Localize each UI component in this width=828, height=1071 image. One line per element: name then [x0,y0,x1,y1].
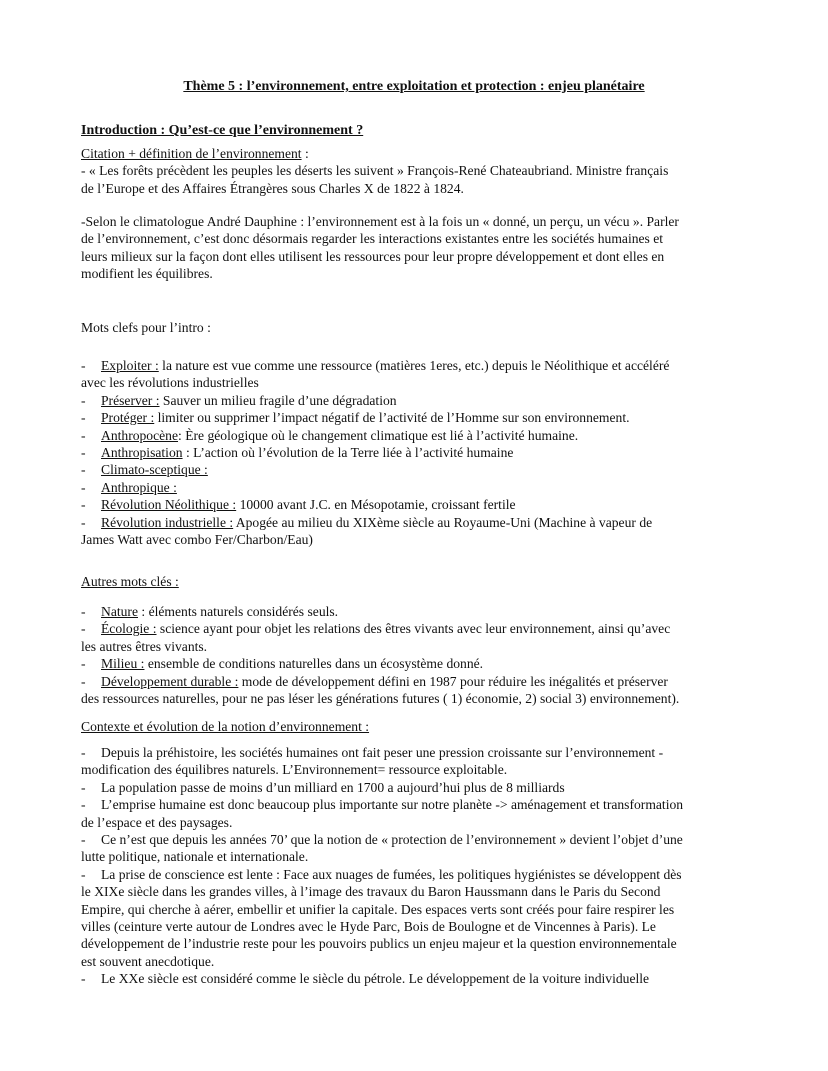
term: Milieu : [101,656,145,672]
definition-continuation: les autres êtres vivants. [81,638,208,654]
bullet-dash: - [81,797,86,813]
citation-block: Citation + définition de l’environnement : - « Les forêts précèdent les peuples les déserts les suivent » François-René Chateaubriand. Ministre français de l’Europe et des Affaires Étrangères sous Charles X de 1822 à 1824. [81,145,753,197]
dauphine-paragraph: -Selon le climatologue André Dauphine : l’environnement est à la fois un « donné, un perçu, un vécu ». Parler de l’environnement, c’est donc désormais regarder les interactions existantes entre les sociétés humaines et leurs milieux sur la façon dont elles utilisent les ressources pour leur propre développement et dont elles en modifient les équilibres. [81,214,679,282]
bullet-dash: - [81,745,86,760]
definition: science ayant pour objet les relations des êtres vivants avec leur environnement, ainsi qu’avec [156,621,671,637]
context-item: - La population passe de moins d’un milliard en 1700 a aujourd’hui plus de 8 milliards [81,779,565,795]
list-item [81,392,753,409]
context-item: - L’emprise humaine est donc beaucoup plus importante sur notre planète -> aménagement et transformation [81,797,684,813]
bullet-dash: - [81,971,86,987]
bullet-dash: - [81,656,86,672]
citation-line: de l’Europe et des Affaires Étrangères sous Charles X de 1822 à 1824. [81,180,464,196]
bullet-dash: - [81,673,86,689]
term: Anthropique : [101,479,177,495]
definition: : Ère géologique où le changement climatique est lié à l’activité humaine. [178,427,579,443]
bullet-dash: - [81,514,86,530]
page-title: Thème 5 : l’environnement, entre exploitation et protection : enjeu planétaire [183,79,645,94]
definition: : éléments naturels considérés seuls. [138,604,339,619]
bullet-dash: - [81,462,86,478]
term: Révolution industrielle : [101,514,234,530]
definition: ensemble de conditions naturelles dans un écosystème donné. [144,656,484,672]
definition: 10000 avant J.C. en Mésopotamie, croissant fertile [236,497,516,513]
other-keywords-list [81,603,753,707]
term: Révolution Néolithique : [101,497,237,513]
list-item [81,479,753,496]
definition: Apogée au milieu du XIXème siècle au Royaume-Uni (Machine à vapeur de [233,514,653,530]
bullet-dash: - [81,604,86,619]
list-item [81,620,753,637]
list-item [81,673,753,690]
bullet-dash: - [81,832,86,848]
context-item: - Ce n’est que depuis les années 70’ que la notion de « protection de l’environnement » devient l’objet d’une [81,832,683,848]
definition: : L’action où l’évolution de la Terre liée à l’activité humaine [182,445,514,461]
list-item [81,496,753,513]
context-item-continuation: est souvent anecdotique. [81,953,215,969]
term: Écologie : [101,621,157,637]
bullet-dash: - [81,392,86,408]
term: Préserver : [101,392,160,408]
context-item-continuation: modification des équilibres naturels. L’Environnement= ressource exploitable. [81,762,508,778]
context-list [81,744,753,988]
list-item [81,444,753,461]
citation-line: - « Les forêts précèdent les peuples les déserts les suivent » François-René Chateaubriand. Ministre français [81,163,669,179]
bullet-dash: - [81,445,86,461]
context-item-continuation: villes (ceinture verte autour de Londres avec le Hyde Parc, Bois de Boulogne et de Vincennes à Paris). Le [81,919,656,935]
keywords-heading: Mots clefs pour l’intro : [81,320,211,335]
context-item: - Depuis la préhistoire, les sociétés humaines ont fait peser une pression croissante sur l’environnement - [81,745,664,760]
citation-label: Citation + définition de l’environnement [81,146,302,161]
definition: Sauver un milieu fragile d’une dégradation [159,392,397,408]
term: Climato-sceptique : [101,462,208,478]
definition-continuation: des ressources naturelles, pour ne pas léser les générations futures ( 1) économie, 2) social 3) environnement). [81,691,680,707]
context-item-continuation: lutte politique, nationale et internationale. [81,849,309,865]
bullet-dash: - [81,479,86,495]
definition-continuation: James Watt avec combo Fer/Charbon/Eau) [81,532,313,548]
list-item [81,655,753,672]
term: Anthropisation [101,445,183,461]
list-item [81,603,753,620]
definition: mode de développement défini en 1987 pour réduire les inégalités et préserver [238,673,668,689]
other-keywords-heading: Autres mots clés : [81,574,179,589]
bullet-dash: - [81,358,86,373]
term: Développement durable : [101,673,239,689]
list-item [81,427,753,444]
context-item-continuation: Empire, qui cherche à aérer, embellir et unifier la capitale. Des espaces verts sont créés pour faire respirer les [81,901,675,917]
context-heading: Contexte et évolution de la notion d’environnement : [81,719,370,734]
context-item-continuation: développement de l’industrie reste pour les pouvoirs publics un enjeu majeur et la question environnementale [81,936,677,952]
term: Nature [101,604,138,619]
keywords-list [81,357,753,548]
list-item [81,514,753,531]
bullet-dash: - [81,621,86,637]
context-item-continuation: le XIXe siècle dans les grandes villes, à l’image des travaux du Baron Haussmann dans le Paris du Second [81,884,661,900]
term: Anthropocène [101,427,179,443]
intro-heading: Introduction : Qu’est-ce que l’environnement ? [81,123,364,138]
bullet-dash: - [81,427,86,443]
context-item: - Le XXe siècle est considéré comme le siècle du pétrole. Le développement de la voiture individuelle [81,971,650,987]
list-item [81,461,753,478]
term: Exploiter : [101,358,159,373]
definition: la nature est vue comme une ressource (matières 1eres, etc.) depuis le Néolithique et accéléré [158,358,670,373]
bullet-dash: - [81,779,86,795]
term: Protéger : [101,410,155,426]
bullet-dash: - [81,866,86,882]
bullet-dash: - [81,410,86,426]
list-item [81,409,753,426]
bullet-dash: - [81,497,86,513]
definition: limiter ou supprimer l’impact négatif de l’activité de l’Homme sur son environnement. [154,410,630,426]
context-item: - La prise de conscience est lente : Face aux nuages de fumées, les politiques hygiénistes se développent dès [81,866,682,882]
list-item [81,357,753,374]
context-item-continuation: de l’espace et des paysages. [81,814,233,830]
definition-continuation: avec les révolutions industrielles [81,375,259,391]
